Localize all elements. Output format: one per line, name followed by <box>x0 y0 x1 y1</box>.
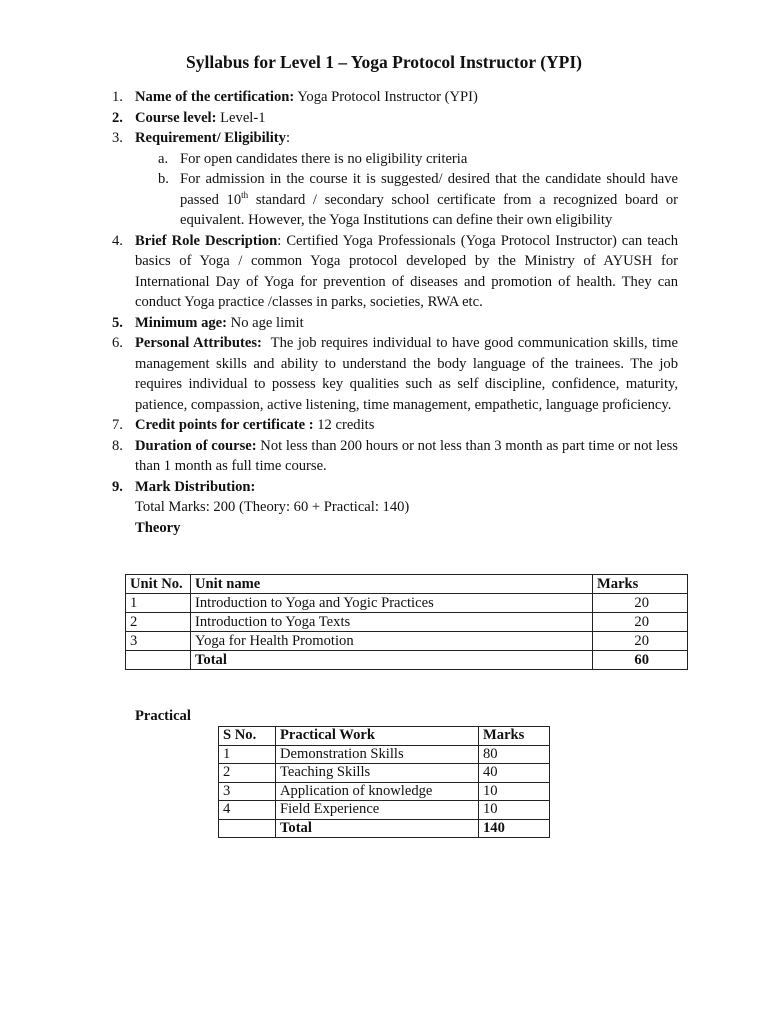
table-row <box>126 613 688 632</box>
item-text: : <box>285 130 291 146</box>
item-text: Level-1 <box>220 109 266 126</box>
table-cell: 3 <box>219 782 276 801</box>
theory-heading: Theory <box>135 519 181 536</box>
table-cell: 20 <box>593 632 688 651</box>
item-number: 3. <box>112 130 123 146</box>
column-header: S No. <box>219 727 276 746</box>
total-label: Total <box>276 819 479 838</box>
table-cell: 80 <box>479 745 550 764</box>
item-text: Yoga Protocol Instructor (YPI) <box>297 89 478 105</box>
table-cell: Application of knowledge <box>276 782 479 801</box>
list-item-1 <box>0 87 678 108</box>
table-header-row <box>219 727 550 746</box>
table-row <box>219 782 550 801</box>
column-header: Marks <box>593 575 688 594</box>
total-value: 140 <box>479 819 550 838</box>
item-label: Name of the certification: <box>135 89 295 105</box>
item-text: Not less than 200 hours or not less than 3 month as part time or not less than 1 month as full time course. <box>135 437 678 474</box>
item-label: Minimum age: <box>135 314 228 331</box>
table-cell: 10 <box>479 801 550 820</box>
column-header: Marks <box>479 727 550 746</box>
numbered-list <box>0 87 768 538</box>
total-value: 60 <box>593 651 688 670</box>
sub-item-text: For admission in the course it is suggested/ desired that the candidate should have passed 10 <box>180 171 678 208</box>
column-header: Unit name <box>191 575 593 594</box>
item-label: Requirement/ Eligibility <box>135 130 286 146</box>
page-title: Syllabus for Level 1 – Yoga Protocol Instructor (YPI) <box>186 52 582 72</box>
total-label: Total <box>191 651 593 670</box>
item-number: 1. <box>112 89 123 105</box>
table-cell: Demonstration Skills <box>276 745 479 764</box>
item-number: 6. <box>112 335 123 351</box>
column-header: Unit No. <box>126 575 191 594</box>
table-row <box>219 801 550 820</box>
sub-item-a <box>0 149 678 170</box>
column-header: Practical Work <box>276 727 479 746</box>
table-header-row <box>126 575 688 594</box>
table-cell: Teaching Skills <box>276 764 479 783</box>
sub-item-text-cont: standard / secondary school certificate from a recognized board or equivalent. However, the Yoga Institutions can define their own eligibility <box>180 191 678 228</box>
item-label: Personal Attributes: <box>135 335 262 351</box>
item-number: 8. <box>112 437 123 454</box>
table-cell: 20 <box>593 594 688 613</box>
table-cell: 2 <box>126 613 191 632</box>
practical-heading: Practical <box>135 708 191 724</box>
item-text: No age limit <box>230 314 304 331</box>
table-cell: Field Experience <box>276 801 479 820</box>
list-item-5 <box>0 313 678 334</box>
table-cell <box>126 651 191 670</box>
table-row <box>219 764 550 783</box>
item-text: 12 credits <box>317 417 375 433</box>
table-row <box>219 745 550 764</box>
table-cell: 4 <box>219 801 276 820</box>
item-number: 9. <box>112 478 123 495</box>
total-marks-line: Total Marks: 200 (Theory: 60 + Practical: 140) <box>135 499 410 515</box>
list-item-3 <box>0 128 678 149</box>
sub-item-b <box>0 169 678 231</box>
item-label: Duration of course: <box>135 437 257 454</box>
list-item-9 <box>0 477 678 498</box>
item-label: Brief Role Description <box>135 232 278 249</box>
table-cell: 1 <box>126 594 191 613</box>
table-cell <box>219 819 276 838</box>
table-cell: Introduction to Yoga Texts <box>191 613 593 632</box>
table-cell: Introduction to Yoga and Yogic Practices <box>191 594 593 613</box>
sub-item-text: For open candidates there is no eligibility criteria <box>180 150 468 167</box>
list-item-8 <box>0 436 678 477</box>
table-total-row <box>126 651 688 670</box>
table-row <box>126 594 688 613</box>
table-cell: 2 <box>219 764 276 783</box>
item-text: The job requires individual to have good communication skills, time management skills and ability to understand the body language of the trainees. The job requires individual to possess key qualities such as self discipline, confidence, maturity, patience, compassion, active listening, time management, empathetic, language proficiency. <box>135 335 678 413</box>
practical-table <box>218 726 550 838</box>
list-item-2 <box>0 108 678 129</box>
table-cell: 3 <box>126 632 191 651</box>
item-text: : Certified Yoga Professionals (Yoga Protocol Instructor) can teach basics of Yoga / common Yoga protocol developed by the Ministry of AYUSH for International Day of Yoga for prevention of diseases and promotion of health. They can conduct Yoga practice /classes in parks, societies, RWA etc. <box>135 232 679 310</box>
item-number: 2. <box>112 109 123 126</box>
table-cell: 1 <box>219 745 276 764</box>
item-label: Course level: <box>135 109 217 126</box>
sub-item-letter: a. <box>158 150 169 167</box>
sub-item-letter: b. <box>158 171 169 187</box>
table-cell: 40 <box>479 764 550 783</box>
superscript: th <box>241 189 249 200</box>
item-label: Mark Distribution: <box>135 478 256 495</box>
theory-table <box>125 574 688 670</box>
list-item-4 <box>0 231 678 313</box>
table-cell: 10 <box>479 782 550 801</box>
item-label: Credit points for certificate : <box>135 417 314 433</box>
list-item-7 <box>0 415 678 436</box>
item-number: 7. <box>112 417 123 433</box>
table-cell: Yoga for Health Promotion <box>191 632 593 651</box>
table-total-row <box>219 819 550 838</box>
table-cell: 20 <box>593 613 688 632</box>
table-row <box>126 632 688 651</box>
list-item-6 <box>0 333 678 415</box>
item-number: 4. <box>112 232 123 249</box>
item-number: 5. <box>112 314 123 331</box>
